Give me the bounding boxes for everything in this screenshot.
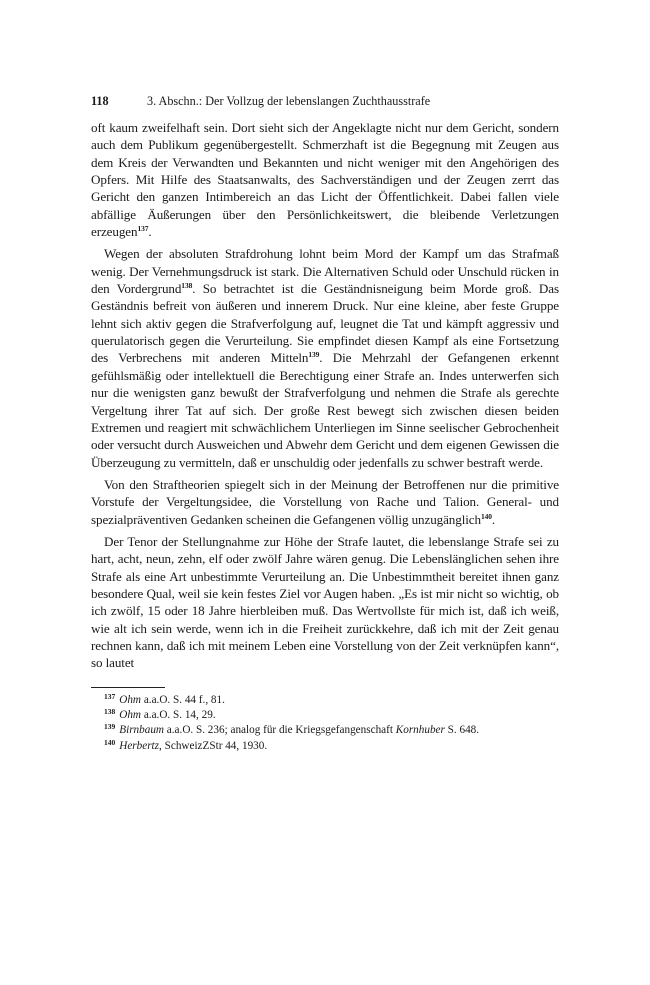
paragraph-3 [91,476,559,528]
text-run: a.a.O. S. 236; analog für die Kriegsgefangenschaft [164,724,396,737]
footnote-138 [91,708,559,723]
paragraph-2 [91,245,559,470]
author-name: Ohm [119,708,142,721]
footnote-139 [91,723,559,738]
author-name: Herbertz [119,739,160,752]
page-number: 118 [91,94,109,108]
footnote-137 [91,693,559,708]
footnote-reference: 138 [181,281,193,291]
footnote-140 [91,739,559,754]
paragraph-1 [91,119,559,240]
footnote-reference: 140 [480,511,492,521]
running-title: 3. Abschn.: Der Vollzug der lebenslangen Zuchthausstrafe [147,94,431,108]
text-run: . Die Mehrzahl der Gefangenen erkennt gefühlsmäßig oder intellektuell die Berechtigung einer Strafe an. Indes unterwerfen sich nur die wenigsten ganz bewußt der Strafverfolgung und nehmen die Strafe als gerechte Vergeltung ihrer Tat auf sich. Der große Rest bewegt sich zwischen diesen beiden Extremen und reagiert mit schwächlichem Unterliegen im Sinne seelischer Gebrochenheit oder versucht durch Ausweichen und Abwehr dem Gericht und dem eigenen Gewissen die Überzeugung zu vermitteln, daß er unschuldig oder jedenfalls zu schwer bestraft werde. [91,350,560,470]
running-header [91,92,559,110]
author-name: Birnbaum [119,724,164,737]
footnote-number: 137 [104,691,116,701]
book-page [91,92,559,754]
text-run: S. 648. [444,724,480,737]
text-run: . [491,511,496,527]
text-run: Der Tenor der Stellungnahme zur Höhe der Strafe lautet, die lebenslange Strafe sei zu hart, acht, neun, zehn, elf oder zwölf Jahre wären genug. Die Lebenslänglichen sehen ihre Strafe als eine Art unbestimmte Verurteilung an. Die Unbestimmtheit bereitet ihnen ganz besondere Qual, weil sie kein festes Ziel vor Augen haben. „Es ist mir nicht so wichtig, ob ich zwölf, 15 oder 18 Jahre hierbleiben muß. Das Wertvollste für mich ist, daß ich weiß, wie alt ich sein werde, wenn ich in die Freiheit zurückkehre, daß ich mit der Zeit genau rechnen kann, daß ich mit meinem Leben eine Vorstellung von der Zeit verknüpfen kann“, so lautet [91,533,559,671]
text-run: oft kaum zweifelhaft sein. Dort sieht sich der Angeklagte nicht nur dem Gericht, sondern auch dem Publikum gegenübergestellt. Schmerzhaft ist die Begegnung mit Zeugen aus dem Kreis der Verwandten und Bekannten und nicht weniger mit den Angehörigen des Opfers. Mit Hilfe des Staatsanwalts, des Sachverständigen und der Zeugen zerrt das Gericht den ganzen Intimbereich an das Licht der Öffentlichkeit. Dabei fallen viele abfällige Äußerungen über den Persönlichkeitswert, die bleibende Verletzungen erzeugen [91,120,559,240]
footnote-reference: 137 [137,224,149,234]
author-name: Ohm [119,693,142,706]
footnote-number: 140 [104,737,116,747]
body-text [91,119,559,672]
text-run: a.a.O. S. 14, 29. [141,708,216,721]
text-run: . [148,224,152,240]
paragraph-4 [91,533,559,672]
footnote-number: 138 [104,706,116,716]
text-run: Wegen der absoluten Strafdrohung lohnt beim Mord der Kampf um das Strafmaß wenig. Der Vernehmungsdruck ist stark. Die Alternativen Schuld oder Unschuld rücken in den Vordergrund [91,246,559,297]
footnote-separator [91,687,165,688]
author-name: Kornhuber [395,724,445,737]
footnote-reference: 139 [308,350,320,360]
text-run: , SchweizZStr 44, 1930. [159,739,268,752]
footnotes [91,693,559,754]
text-run: . So betrachtet ist die Geständnisneigung beim Morde groß. Das Geständnis befreit von äußeren und innerem Druck. Nur eine kleine, aber feste Gruppe lehnt sich aktiv gegen die Strafverfolgung auf, leugnet die Tat und kämpft aggressiv und querulatorisch gegen die Verurteilung. Sie empfindet diesen Kampf als eine Fortsetzung des Verbrechens mit anderen Mitteln [91,281,559,366]
text-run: Von den Straftheorien spiegelt sich in der Meinung der Betroffenen nur die primitive Vorstufe der Vergeltungsidee, die Vorstellung von Rache und Talion. General- und spezialpräventiven Gedanken scheinen die Gefangenen völlig unzugänglich [91,476,559,527]
footnote-number: 139 [104,722,116,732]
text-run: a.a.O. S. 44 f., 81. [141,693,225,706]
